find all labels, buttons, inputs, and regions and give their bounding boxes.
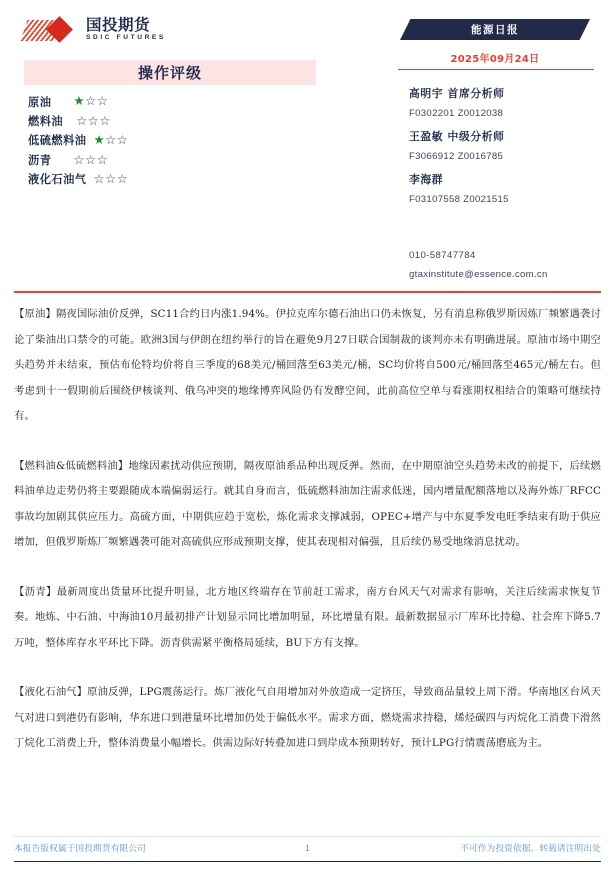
report-header [0, 0, 615, 292]
brand-name-cn: 国投期货 [86, 15, 151, 34]
paragraph-lpg: 【液化石油气】原油反弹，LPG震荡运行。炼厂液化气自用增加对外放造成一定挤压，导致商品量较上周下滑。华南地区台风天气对进口到港仍有影响，华东进口到港量环比增加仍处于偏低水平。需求方面，燃烧需求持稳，烯烃碳四与丙烷化工消费下滑然丁烷化工消费上升，整体消费量小幅增长。供需边际好转叠加进口到岸成本预期转好，预计LPG行情震荡磨底为主。 [14, 686, 601, 749]
analyst-name: 李海群 [409, 173, 444, 186]
contact-email[interactable]: gtaxinstitute@essence.com.cn [409, 269, 548, 280]
rating-stars-bitumen: ☆☆☆ [73, 152, 109, 167]
report-body [14, 302, 601, 757]
footer-content [14, 842, 601, 854]
sdic-logo-icon [24, 17, 80, 43]
rating-name-fuel-oil: 燃料油 [28, 114, 64, 129]
rating-row [28, 170, 328, 189]
paragraph-bitumen: 【沥青】最新周度出货量环比提升明显，北方地区终端存在节前赶工需求，南方台风天气对需求有影响，关注后续需求恢复节奏。地炼、中石油、中海油10月最初排产计划显示同比增加明显，环比增量有限。最新数据显示厂库环比持稳、社会库下降5.7万吨，整体库存水平环比下降。沥青供需紧平衡格局延续，BU下方有支撑。 [14, 585, 601, 649]
paragraph-fuel-oil: 【燃料油&低硫燃料油】地缘因素扰动供应预期，隔夜原油系品种出现反弹。然而，在中期原油空头趋势未改的前提下，后续燃料油单边走势仍将主要跟随成本端偏弱运行。就其自身而言，低硫燃料油加注需求低迷，国内增量配额落地以及海外炼厂RFCC事故均加剧其供应压力。高硫方面，中期供应趋于宽松，炼化需求支撑减弱，OPEC+增产与中东夏季发电旺季结束有助于供应增加，但俄罗斯炼厂频繁遇袭可能对高硫供应形成预期支撑，使其表现相对偏强，且后续仍易受地缘消息扰动。 [14, 459, 601, 548]
rating-row [28, 111, 328, 130]
report-type-banner [400, 19, 590, 40]
analyst-license-code: F3066912 Z0016785 [409, 151, 504, 162]
rating-row [28, 150, 328, 169]
footer-page-number: 1 [305, 843, 310, 853]
analyst-license-code: F03107558 Z0021515 [409, 194, 509, 205]
report-date-rule [398, 69, 594, 70]
report-type-label: 能源日报 [471, 24, 519, 36]
brand-name-en: SDIC FUTURES [86, 34, 166, 42]
footer-divider-top [14, 836, 601, 837]
rating-stars-fuel-oil: ☆☆☆ [76, 113, 111, 128]
analyst-name: 高明宇 首席分析师 [409, 87, 505, 100]
rating-title-banner [24, 60, 316, 85]
analyst-name: 王盈敏 中级分析师 [409, 130, 505, 143]
rating-name-lsfo: 低硫燃料油 [28, 133, 87, 148]
footer-copyright: 本报告版权属于国投期货有限公司 [14, 844, 146, 854]
analyst-license-code: F0302201 Z0012038 [409, 108, 504, 119]
footer-divider-bottom [14, 861, 601, 862]
footer-disclaimer: 不可作为投资依据。转载请注明出处 [460, 844, 601, 854]
header-divider [14, 291, 601, 293]
brand-wordmark [86, 15, 166, 42]
rating-list [28, 92, 328, 189]
rating-name-crude-oil: 原油 [28, 94, 52, 109]
paragraph-crude-oil: 【原油】隔夜国际油价反弹，SC11合约日内涨1.94%。伊拉克库尔德石油出口仍未恢复，另有消息称俄罗斯因炼厂频繁遇袭讨论了柴油出口禁令的可能。欧洲3国与伊朗在纽约举行的旨在避免9月27日联合国制裁的谈判亦未有明确进展。原油市场中期空头趋势并未结束，预估布伦特均价将自三季度的68美元/桶回落至63美元/桶，SC均价将自500元/桶回落至465元/桶左右。但考虑到十一假期前后围绕伊核谈判、俄乌冲突的地缘博弈风险仍有发酵空间，此前高位空单与看涨期权相结合的策略可继续持有。 [14, 308, 601, 422]
rating-name-bitumen: 沥青 [28, 152, 52, 167]
brand-logo [24, 14, 166, 46]
contact-phone: 010-58747784 [409, 250, 476, 261]
contact-block [409, 250, 614, 280]
report-footer [0, 830, 615, 870]
rating-stars-crude-oil: ★☆☆ [73, 94, 109, 109]
rating-row [28, 92, 328, 111]
report-date: 2025年09月24日 [450, 54, 540, 65]
rating-name-lpg: 液化石油气 [28, 172, 87, 187]
analyst-list [409, 86, 609, 215]
rating-title: 操作评级 [137, 64, 202, 82]
rating-row [28, 131, 328, 150]
rating-stars-lpg: ☆☆☆ [93, 172, 129, 186]
rating-stars-lsfo: ★☆☆ [93, 133, 129, 148]
